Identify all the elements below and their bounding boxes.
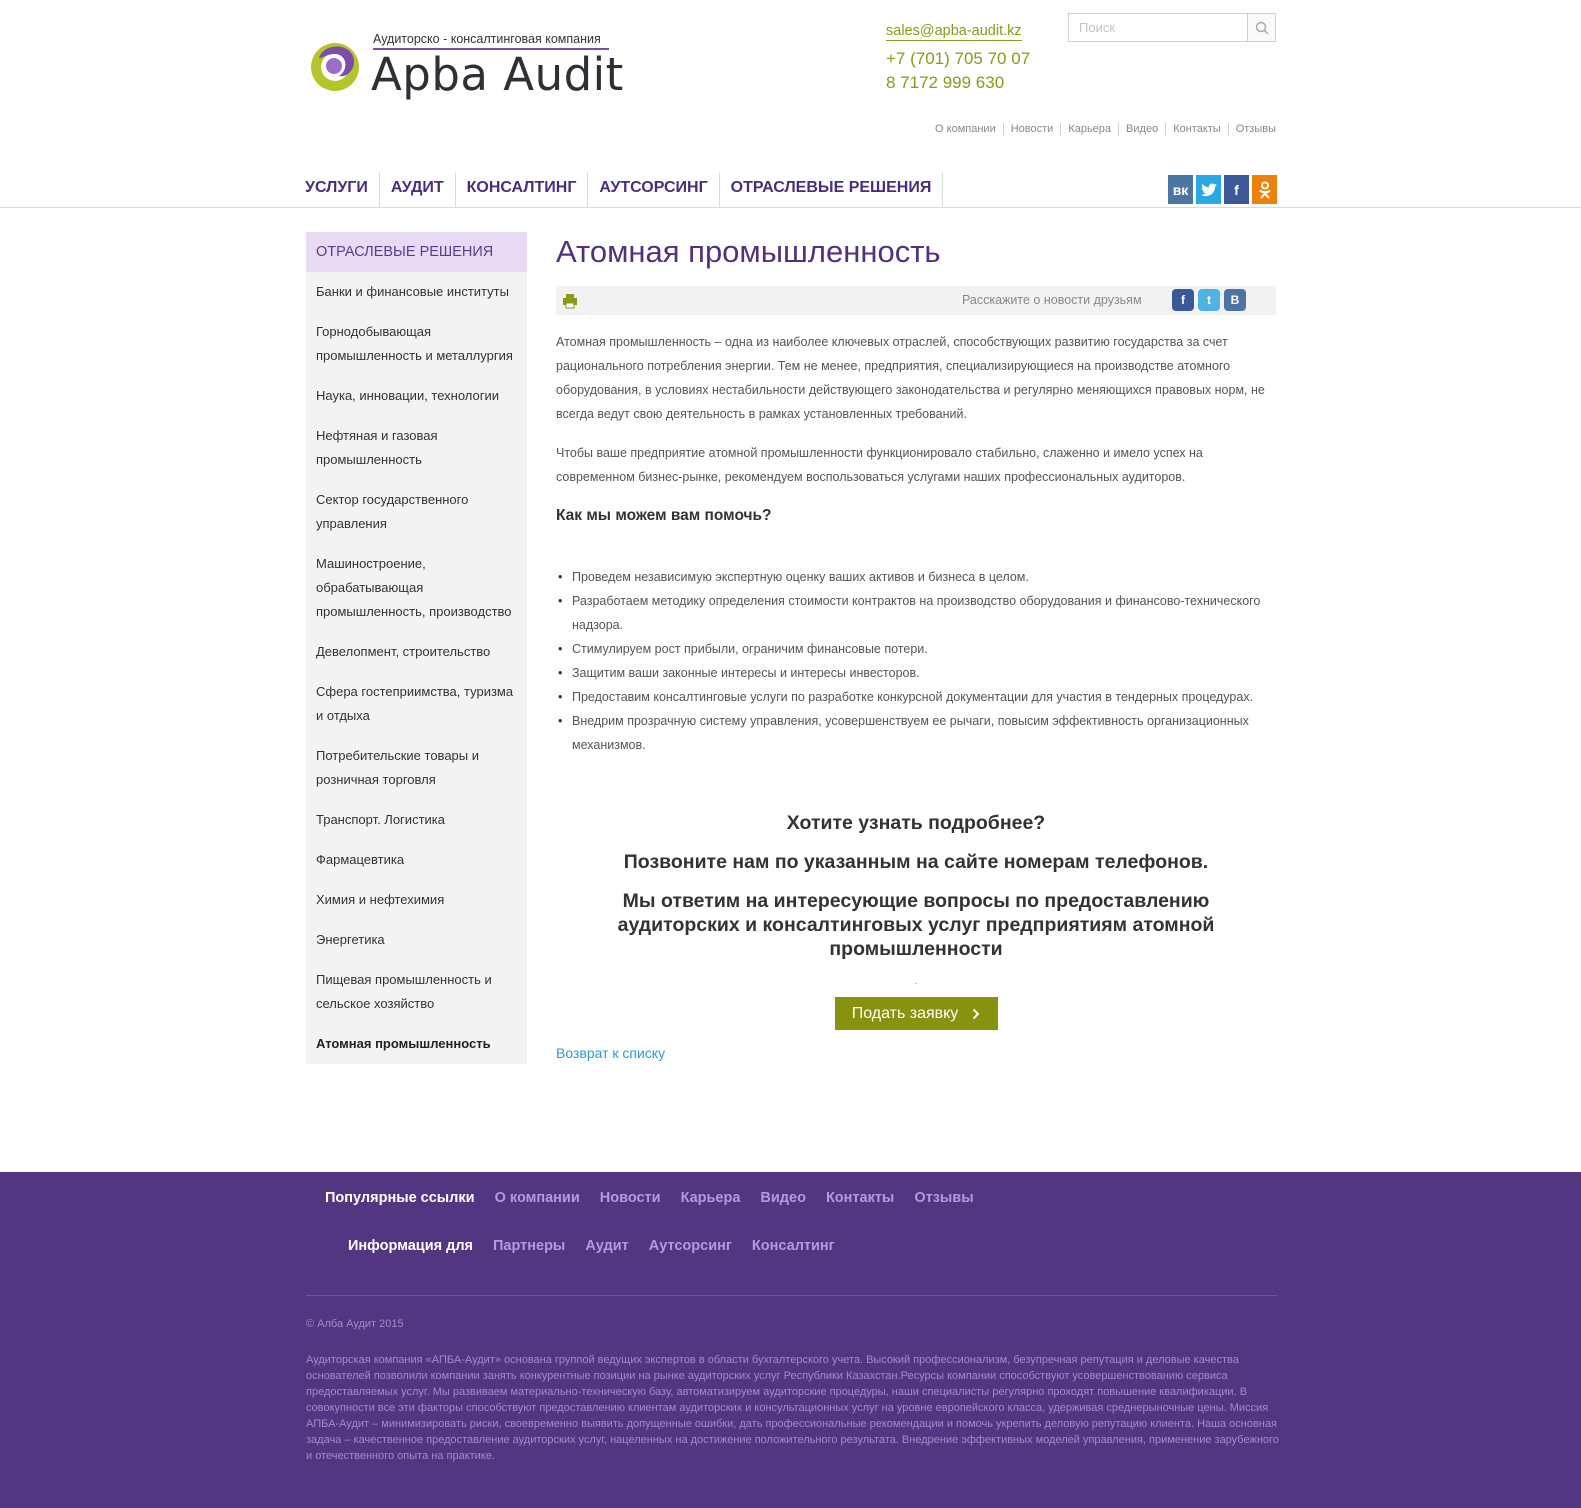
cta-answer: Мы ответим на интересующие вопросы по предоставлению аудиторских и консалтинговых услуг предприятиям атомной промышленности xyxy=(617,890,1215,960)
print-icon[interactable] xyxy=(562,293,578,309)
sidebar-item-machinery[interactable]: Машиностроение, обрабатывающая промышленность, производство xyxy=(316,556,512,619)
share-bar xyxy=(556,286,1276,315)
logo-tagline: Аудиторско - консалтинговая компания xyxy=(373,32,601,46)
contacts xyxy=(886,22,1036,95)
footer-link-career[interactable]: Карьера xyxy=(680,1190,741,1206)
footer-link-video[interactable]: Видео xyxy=(760,1190,806,1206)
sidebar-list xyxy=(306,272,527,1056)
share-icons xyxy=(1172,289,1246,311)
search-button[interactable] xyxy=(1247,14,1275,41)
twitter-icon[interactable] xyxy=(1196,175,1221,204)
sidebar-item-banks[interactable]: Банки и финансовые институты xyxy=(316,284,509,299)
nav-industry-solutions[interactable]: ОТРАСЛЕВЫЕ РЕШЕНИЯ xyxy=(720,172,944,208)
list-item: • Разработаем методику определения стоимости контрактов на производство оборудования и финансово-технического надзора. xyxy=(556,589,1276,637)
site-footer xyxy=(0,1172,1581,1508)
footer-info-label: Информация для xyxy=(348,1238,473,1254)
cta-heading: Хотите узнать подробнее? xyxy=(786,812,1046,834)
email-link[interactable]: sales@apba-audit.kz xyxy=(886,23,1022,39)
footer-link-outsourcing[interactable]: Аутсорсинг xyxy=(648,1238,732,1254)
phone-office: 8 7172 999 630 xyxy=(886,73,1005,92)
sidebar-title[interactable]: ОТРАСЛЕВЫЕ РЕШЕНИЯ xyxy=(306,232,527,272)
phone-mobile: +7 (701) 705 70 07 xyxy=(886,49,1031,68)
cta-block xyxy=(556,811,1276,961)
top-link-about[interactable]: О компании xyxy=(935,123,996,135)
list-item: • Предоставим консалтинговые услуги по разработке конкурсной документации для участия в тендерных процедурах. xyxy=(556,685,1276,709)
share-twitter-icon[interactable]: t xyxy=(1198,289,1220,311)
logo-mark-icon xyxy=(305,36,365,96)
top-link-video[interactable]: Видео xyxy=(1118,123,1165,136)
footer-popular-links xyxy=(325,1190,974,1206)
sidebar-item-food[interactable]: Пищевая промышленность и сельское хозяйство xyxy=(316,972,492,1011)
list-item: • Проведем независимую экспертную оценку ваших активов и бизнеса в целом. xyxy=(556,565,1276,589)
footer-divider xyxy=(306,1295,1277,1296)
footer-info-links xyxy=(348,1238,835,1254)
sidebar-item-hospitality[interactable]: Сфера гостеприимства, туризма и отдыха xyxy=(316,684,514,723)
footer-link-news[interactable]: Новости xyxy=(599,1190,661,1206)
search-icon xyxy=(1255,21,1269,35)
sidebar xyxy=(306,232,527,1064)
odnoklassniki-icon[interactable] xyxy=(1252,175,1277,204)
sidebar-item-energy[interactable]: Энергетика xyxy=(316,932,385,947)
nav-outsourcing[interactable]: АУТСОРСИНГ xyxy=(588,172,719,208)
search-box xyxy=(1068,13,1276,42)
main-content xyxy=(556,232,1276,1061)
top-link-contacts[interactable]: Контакты xyxy=(1165,123,1228,136)
site-header xyxy=(0,0,1581,208)
footer-link-audit[interactable]: Аудит xyxy=(585,1238,629,1254)
list-item: • Защитим ваши законные интересы и интересы инвесторов. xyxy=(556,661,1276,685)
top-link-news[interactable]: Новости xyxy=(1003,123,1061,136)
sidebar-item-mining[interactable]: Горнодобывающая промышленность и металлургия xyxy=(316,324,513,363)
top-link-career[interactable]: Карьера xyxy=(1060,123,1118,136)
chevron-right-icon xyxy=(972,1008,980,1020)
help-heading: Как мы можем вам помочь? xyxy=(556,507,772,524)
sidebar-item-oil-gas[interactable]: Нефтяная и газовая промышленность xyxy=(316,428,438,467)
sidebar-item-retail[interactable]: Потребительские товары и розничная торговля xyxy=(316,748,479,787)
apply-button-label: Подать заявку xyxy=(851,1004,959,1022)
cta-dot: . xyxy=(914,976,918,987)
sidebar-item-nuclear[interactable]: Атомная промышленность xyxy=(316,1036,491,1051)
top-link-reviews[interactable]: Отзывы xyxy=(1228,123,1276,136)
sidebar-item-science[interactable]: Наука, инновации, технологии xyxy=(316,388,500,403)
main-navigation xyxy=(305,172,943,208)
help-list xyxy=(556,565,1276,757)
footer-link-reviews[interactable]: Отзывы xyxy=(914,1190,974,1206)
apply-button[interactable] xyxy=(835,997,998,1030)
top-navigation xyxy=(928,123,1276,136)
back-to-list-link[interactable]: Возврат к списку xyxy=(556,1045,666,1061)
nav-services[interactable]: УСЛУГИ xyxy=(305,172,380,208)
sidebar-item-chemistry[interactable]: Химия и нефтехимия xyxy=(316,892,445,907)
share-vk-icon[interactable]: B xyxy=(1224,289,1246,311)
intro-paragraph: Атомная промышленность – одна из наиболее ключевых отраслей, способствующих развитию государства за счет рационального потребления энергии. Тем не менее, предприятия, специализирующиеся на производстве атомного оборудования, в условиях нестабильности действующего законодательства и регулярно меняющихся правовых норм, не всегда ведут свою деятельность в рамках установленных требований. xyxy=(556,335,1265,421)
footer-link-consulting[interactable]: Консалтинг xyxy=(751,1238,835,1254)
sidebar-item-construction[interactable]: Девелопмент, строительство xyxy=(316,644,491,659)
page-title: Атомная промышленность xyxy=(556,234,941,269)
search-input[interactable] xyxy=(1069,14,1247,41)
sidebar-item-government[interactable]: Сектор государственного управления xyxy=(316,492,469,531)
footer-about-text: Аудиторская компания «АПБА-Аудит» основана группой ведущих экспертов в области бухгалтерского учета. Высокий профессионализм, безупречная репутация и деловые качества основателей позволили компании занять конкурентные позиции на рынке аудиторских услуг Республики Казахстан.Ресурсы компании способствуют усовершенствованию сервиса предоставляемых услуг. Мы развиваем материально-техническую базу, автоматизируем аудиторские процедуры, наши специалисты регулярно проходят повышение квалификации. В совокупности все эти факторы способствуют предоставлению клиентам аудиторских и консультационных услуг на уровне европейского класса, удерживая среднерыночные цены. Миссия АПБА-Аудит – минимизировать риски, своевременно выявить допущенные ошибки, дать профессиональные рекомендации и помочь укрепить деловую репутацию клиента. Наша основная задача – качественное предоставление аудиторских услуг, нацеленных на достижение положительного результата. Внедрение эффективных моделей управления, применение зарубежного и отечественного опыта на практике. xyxy=(306,1354,1279,1462)
list-item: • Стимулируем рост прибыли, ограничим финансовые потери. xyxy=(556,637,1276,661)
footer-popular-label: Популярные ссылки xyxy=(325,1190,475,1206)
footer-link-contacts[interactable]: Контакты xyxy=(825,1190,895,1206)
recommend-paragraph: Чтобы ваше предприятие атомной промышленности функционировало стабильно, слаженно и имело успех на современном бизнес-рынке, рекомендуем воспользоваться услугами наших профессиональных аудиторов. xyxy=(556,446,1203,484)
share-text: Расскажите о новости друзьям xyxy=(962,293,1142,307)
logo-name: Apba Audit xyxy=(371,48,624,101)
footer-link-about[interactable]: О компании xyxy=(494,1190,580,1206)
nav-consulting[interactable]: КОНСАЛТИНГ xyxy=(456,172,589,208)
cta-call: Позвоните нам по указанным на сайте номерам телефонов. xyxy=(623,851,1209,873)
facebook-icon[interactable]: f xyxy=(1224,175,1249,204)
copyright: © Алба Аудит 2015 xyxy=(306,1318,404,1330)
sidebar-item-pharma[interactable]: Фармацевтика xyxy=(316,852,405,867)
footer-link-partners[interactable]: Партнеры xyxy=(493,1238,566,1254)
nav-audit[interactable]: АУДИТ xyxy=(380,172,456,208)
list-item: • Внедрим прозрачную систему управления, усовершенствуем ее рычаги, повысим эффективность организационных механизмов. xyxy=(556,709,1276,757)
sidebar-item-transport[interactable]: Транспорт. Логистика xyxy=(316,812,445,827)
social-links xyxy=(1168,175,1277,204)
logo[interactable] xyxy=(305,30,624,101)
vk-icon[interactable]: вк xyxy=(1168,175,1193,204)
share-facebook-icon[interactable]: f xyxy=(1172,289,1194,311)
